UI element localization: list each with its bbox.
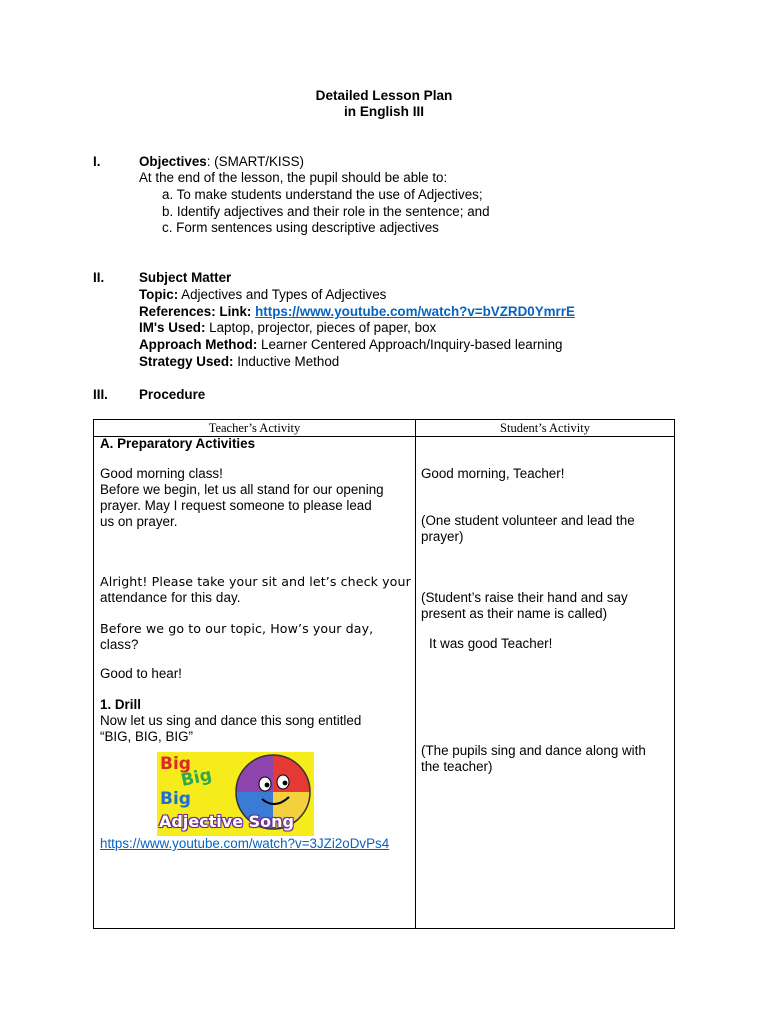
doc-title-line2: in English III (343, 104, 425, 119)
drill-song-title: “BIG, BIG, BIG” (100, 729, 194, 744)
subject-matter-numeral: II. (93, 270, 105, 285)
topic-line (139, 287, 386, 302)
student-attendance-block (421, 590, 628, 622)
student-prayer-block (421, 513, 635, 545)
procedure-numeral: III. (93, 387, 108, 402)
objective-item-a: a. To make students understand the use of Adjectives; (162, 187, 483, 202)
ims-label: IM's Used: (139, 320, 206, 335)
approach-line (139, 337, 563, 352)
approach-value: Learner Centered Approach/Inquiry-based learning (257, 337, 563, 352)
procedure-table (93, 419, 675, 929)
student-drill-line: (The pupils sing and dance along with (421, 743, 646, 758)
section-preparatory-activities: A. Preparatory Activities (100, 436, 256, 451)
teacher-good-to-hear: Good to hear! (100, 666, 182, 681)
procedure-heading: Procedure (139, 387, 206, 402)
student-drill-line: the teacher) (421, 759, 493, 774)
teacher-greeting-block (100, 466, 384, 530)
objectives-intro: At the end of the lesson, the pupil should be able to: (139, 170, 448, 185)
teacher-drill-block (100, 697, 361, 745)
student-greeting: Good morning, Teacher! (421, 466, 565, 481)
ims-line (139, 320, 436, 335)
student-drill-block (421, 743, 646, 775)
col-header-teacher: Teacher’s Activity (208, 421, 301, 435)
teacher-attendance-line: attendance for this day. (100, 590, 241, 605)
objectives-label: Objectives (139, 154, 207, 169)
song-word-big: Big (160, 789, 191, 809)
ims-value: Laptop, projector, pieces of paper, box (205, 320, 437, 335)
references-line (139, 304, 575, 319)
topic-label: Topic: (139, 287, 179, 302)
approach-label: Approach Method: (139, 337, 258, 352)
song-word-big: Big (179, 764, 214, 792)
teacher-prayer-line: us on prayer. (100, 514, 178, 529)
teacher-day-line: Before we go to our topic, How’s your day, (100, 621, 374, 636)
strategy-value: Inductive Method (233, 354, 340, 369)
doc-title-line1: Detailed Lesson Plan (315, 88, 453, 103)
references-link[interactable]: https://www.youtube.com/watch?v=bVZRD0YmrrE (255, 304, 575, 319)
student-day-response: It was good Teacher! (429, 636, 553, 651)
teacher-prayer-line: Before we begin, let us all stand for our opening (100, 482, 384, 497)
table-column-divider (415, 420, 416, 928)
teacher-greeting: Good morning class! (100, 466, 223, 481)
references-label: References: Link: (139, 304, 256, 319)
objective-item-b: b. Identify adjectives and their role in the sentence; and (162, 204, 490, 219)
objectives-label-suffix: : (SMART/KISS) (206, 154, 304, 169)
objectives-heading (139, 154, 304, 169)
student-attendance-line: present as their name is called) (421, 606, 608, 621)
song-word-big: Big (160, 754, 191, 774)
teacher-column (100, 436, 255, 452)
song-youtube-link[interactable]: https://www.youtube.com/watch?v=3JZi2oDvPs4 (100, 836, 390, 851)
objectives-numeral: I. (93, 154, 101, 169)
teacher-prayer-line: prayer. May I request someone to please lead (100, 498, 372, 513)
drill-heading: 1. Drill (100, 697, 141, 712)
drill-line: Now let us sing and dance this song entitled (100, 713, 362, 728)
teacher-attendance-block (100, 574, 411, 606)
teacher-attendance-line: Alright! Please take your sit and let’s check your (100, 574, 411, 589)
student-prayer-line: prayer) (421, 529, 464, 544)
song-banner: Adjective Song (159, 812, 294, 831)
student-prayer-line: (One student volunteer and lead the (421, 513, 635, 528)
strategy-label: Strategy Used: (139, 354, 234, 369)
objective-item-c: c. Form sentences using descriptive adjectives (162, 220, 439, 235)
student-attendance-line: (Student’s raise their hand and say (421, 590, 628, 605)
adjective-song-image (157, 752, 314, 836)
teacher-day-line: class? (100, 637, 139, 652)
strategy-line (139, 354, 339, 369)
subject-matter-heading: Subject Matter (139, 270, 232, 285)
topic-value: Adjectives and Types of Adjectives (178, 287, 387, 302)
teacher-day-block (100, 621, 373, 653)
col-header-student: Student’s Activity (500, 421, 590, 435)
